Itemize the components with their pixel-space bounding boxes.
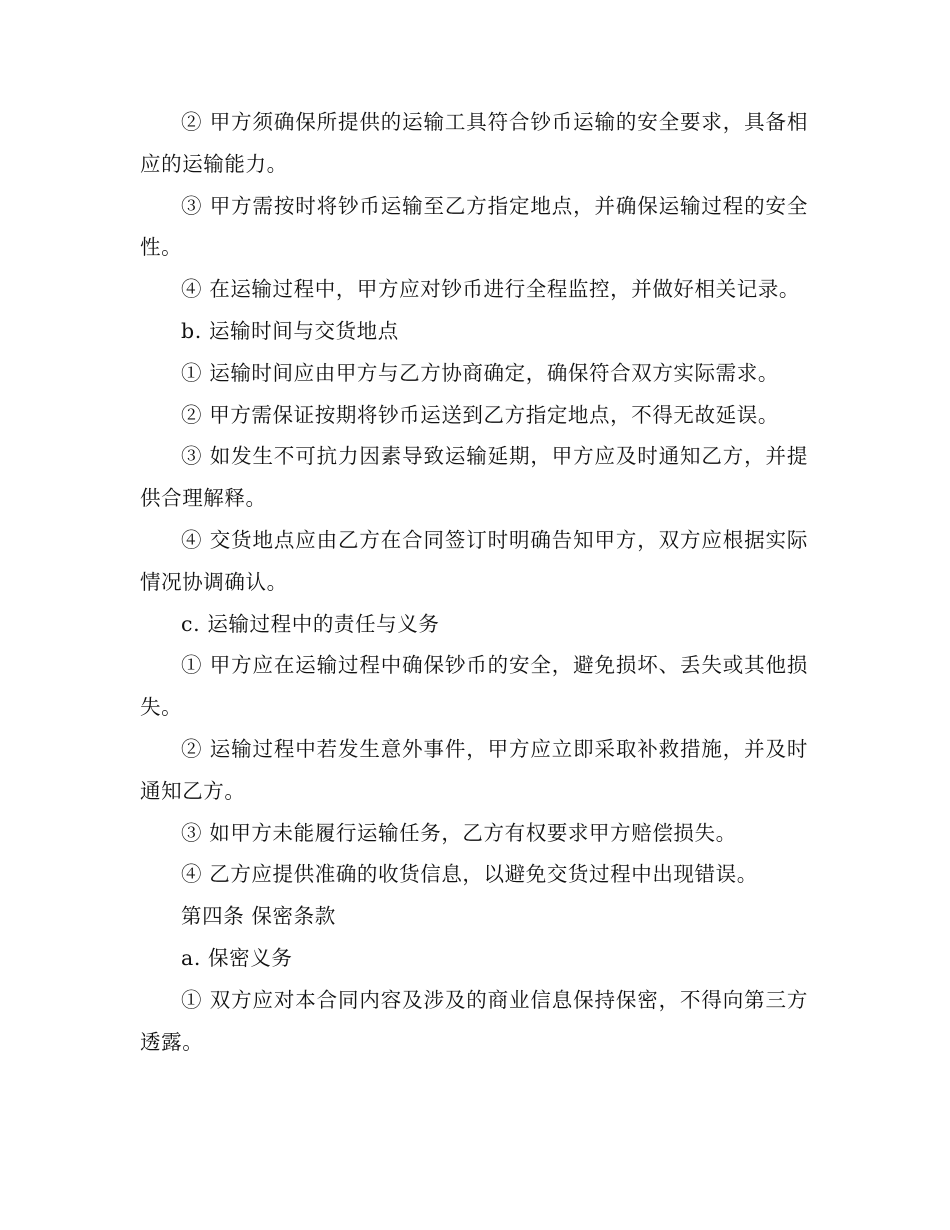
document-body <box>140 102 808 1063</box>
paragraph-compensation: ③ 如甲方未能履行运输任务，乙方有权要求甲方赔偿损失。 <box>181 820 737 845</box>
paragraph-accident: ② 运输过程中若发生意外事件，甲方应立即采取补救措施，并及时通知乙方。 <box>140 736 808 803</box>
paragraph-transport-tools: ② 甲方须确保所提供的运输工具符合钞币运输的安全要求，具备相应的运输能力。 <box>140 110 808 176</box>
paragraph-no-delay: ② 甲方需保证按期将钞币运送到乙方指定地点，不得无故延误。 <box>181 402 779 427</box>
paragraph-ensure-safety: ① 甲方应在运输过程中确保钞币的安全，避免损坏、丢失或其他损失。 <box>140 653 808 720</box>
section-heading-a: a. 保密义务 <box>181 945 293 970</box>
paragraph-deliver-on-time: ③ 甲方需按时将钞币运输至乙方指定地点，并确保运输过程的安全性。 <box>140 193 808 260</box>
paragraph-transport-time: ① 运输时间应由甲方与乙方协商确定，确保符合双方实际需求。 <box>181 360 779 385</box>
paragraph-force-majeure: ③ 如发生不可抗力因素导致运输延期，甲方应及时通知乙方，并提供合理解释。 <box>140 444 808 511</box>
paragraph-delivery-location: ④ 交货地点应由乙方在合同签订时明确告知甲方，双方应根据实际情况协调确认。 <box>140 527 808 594</box>
section-heading-b: b. 运输时间与交货地点 <box>181 318 399 343</box>
section-heading-c: c. 运输过程中的责任与义务 <box>181 611 440 636</box>
paragraph-monitoring: ④ 在运输过程中，甲方应对钞币进行全程监控，并做好相关记录。 <box>181 277 801 302</box>
paragraph-confidentiality: ① 双方应对本合同内容及涉及的商业信息保持保密，不得向第三方透露。 <box>140 987 808 1054</box>
article-heading-4: 第四条 保密条款 <box>181 904 336 929</box>
paragraph-receiving-info: ④ 乙方应提供准确的收货信息，以避免交货过程中出现错误。 <box>181 862 758 887</box>
